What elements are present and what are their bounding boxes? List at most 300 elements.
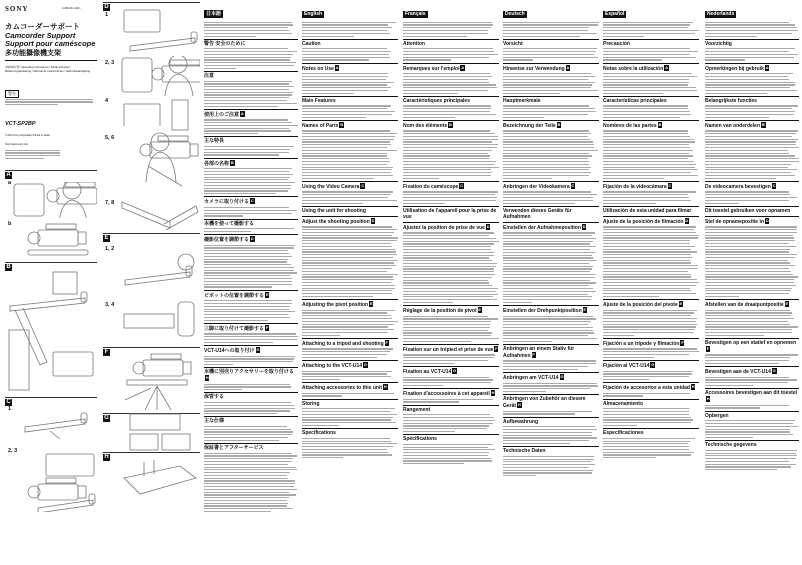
body-text-line (403, 335, 491, 336)
body-text-line (302, 105, 391, 106)
body-text-line (302, 348, 393, 349)
body-text-line (503, 147, 594, 148)
body-text-line (503, 169, 589, 170)
section-heading (302, 399, 398, 407)
section-heading (603, 206, 699, 214)
section-heading (503, 372, 599, 381)
body-text-line (204, 364, 233, 365)
body-text-line (503, 150, 598, 151)
body-text-line (403, 59, 451, 60)
body-text-line (204, 309, 289, 310)
body-text-line (603, 285, 696, 286)
body-text-line (403, 302, 453, 303)
body-text-line (302, 76, 388, 77)
body-text-line (204, 461, 292, 462)
section-heading-text: Rangement (403, 406, 431, 413)
body-text-line (302, 312, 387, 313)
body-text-line (503, 238, 596, 239)
body-text-line (204, 286, 272, 287)
figure-reference: G (772, 367, 776, 373)
body-text-line (204, 483, 295, 484)
vct-u14-illustration (120, 412, 200, 452)
body-text-line (503, 437, 597, 438)
body-text-line (204, 89, 289, 90)
body-text-line (302, 114, 392, 115)
body-text-line (302, 446, 393, 447)
body-text-line (204, 62, 296, 63)
body-text-line (204, 458, 293, 459)
body-text-line (204, 193, 276, 194)
body-text-line (403, 243, 494, 244)
section-heading-text: Fijación de la videocámara (603, 183, 667, 190)
body-text-line (204, 336, 298, 337)
body-text-line (705, 240, 795, 241)
section-heading (705, 63, 799, 72)
section-heading-text: Caution (302, 40, 321, 47)
figure-reference: E (369, 301, 373, 307)
body-text-line (603, 335, 634, 336)
section-heading-text: Notes on Use (302, 65, 334, 72)
body-text-line (705, 139, 798, 140)
body-text-line (403, 252, 494, 253)
body-text-line (204, 33, 292, 34)
body-text-line (204, 261, 287, 262)
body-text-line (403, 191, 498, 192)
body-text-line (503, 411, 592, 412)
body-text-line (603, 419, 693, 420)
body-text-line (204, 440, 279, 441)
body-text-line (705, 237, 794, 238)
figure-reference: G (560, 373, 564, 379)
adjust-step1-illustration (120, 8, 200, 53)
body-text-line (204, 300, 292, 301)
body-text-line (403, 417, 494, 418)
body-text-line (302, 414, 397, 415)
section-heading-text: Belangrijkste functies (705, 97, 757, 104)
section-heading-text: Opmerkingen bij gebruik (705, 65, 764, 72)
body-text-line (705, 324, 790, 325)
section-heading-text: Voorzichtig (705, 40, 732, 47)
body-text-line (302, 454, 392, 455)
brand-logo: SONY (5, 5, 29, 13)
body-text-line (204, 284, 292, 285)
body-text-line (302, 395, 342, 396)
body-text-line (603, 114, 691, 115)
body-text-line (603, 274, 691, 275)
body-text-line (603, 164, 696, 165)
body-text-line (705, 357, 790, 358)
body-text-line (403, 379, 493, 380)
section-heading-text: Names of Parts (302, 122, 339, 129)
body-text-line (204, 486, 294, 487)
body-text-line (503, 280, 590, 281)
figure-step-label: 1, 2 (105, 246, 115, 252)
body-text-line (503, 24, 598, 25)
body-text-line (705, 461, 789, 462)
body-text-line (403, 178, 439, 179)
section-heading-text: Almacenamiento (603, 400, 644, 407)
body-text-line (302, 393, 394, 394)
title-fr: Support pour caméscope (5, 39, 96, 48)
body-text-line (403, 285, 492, 286)
section-heading (302, 206, 398, 214)
body-text-line (603, 130, 688, 131)
section-heading-text: Einstellen der Aufnahmeposition (503, 224, 581, 231)
figure-reference: E (785, 301, 789, 307)
body-text-line (705, 141, 796, 142)
body-text-line (302, 150, 397, 151)
body-text-line (403, 246, 491, 247)
body-text-line (204, 472, 290, 473)
body-text-line (705, 90, 797, 91)
body-text-line (603, 22, 693, 23)
body-text-line (204, 190, 288, 191)
body-text-line (705, 59, 745, 60)
body-text-line (603, 408, 689, 409)
body-text-line (503, 467, 589, 468)
figure-c-label: C (6, 399, 11, 405)
body-text-line (204, 489, 297, 490)
body-text-line (204, 272, 297, 273)
body-text-line (204, 358, 294, 359)
figure-reference: C (668, 182, 672, 188)
body-text-line (603, 90, 697, 91)
figure-e-label: E (104, 235, 109, 241)
body-text-line (204, 480, 295, 481)
figure-reference: D (582, 223, 586, 229)
body-text-line (204, 500, 287, 501)
body-text-line (403, 79, 488, 80)
body-text-line (403, 84, 496, 85)
body-text-line (603, 73, 692, 74)
body-text-line (302, 203, 363, 204)
section-heading-text: Attaching accessories to this unit (302, 385, 383, 392)
body-text-line (204, 228, 294, 229)
body-text-line (403, 294, 498, 295)
body-text-line (403, 197, 497, 198)
body-text-line (403, 449, 495, 450)
figure-reference: C (571, 182, 575, 188)
figure-reference: G (651, 361, 655, 367)
body-text-line (403, 164, 494, 165)
section-heading-text: Réglage de la position de pivot (403, 308, 477, 315)
body-text-line (503, 296, 592, 297)
body-text-line (503, 360, 596, 361)
body-text-line (603, 48, 690, 49)
body-text-line (503, 161, 589, 162)
figure-a-label: A (6, 172, 11, 178)
section-heading (705, 206, 799, 214)
body-text-line (603, 139, 694, 140)
doc-number: 4-456-011-11(1) (62, 7, 81, 10)
body-text-line (603, 411, 689, 412)
section-heading-text: 保証書とアフターサービス (204, 445, 264, 451)
body-text-line (403, 357, 494, 358)
body-text-line (705, 161, 799, 162)
body-text-line (403, 282, 489, 283)
body-text-line (603, 351, 699, 352)
section-heading-text: De videocamera bevestigen (705, 183, 771, 190)
body-text-line (705, 117, 769, 118)
body-text-line (705, 84, 795, 85)
body-text-line (403, 458, 491, 459)
body-text-line (302, 425, 339, 426)
body-text-line (302, 422, 396, 423)
section-heading (503, 181, 599, 190)
section-heading-text: Technische Daten (503, 448, 546, 455)
body-text-line (503, 302, 532, 303)
body-text-line (503, 332, 594, 333)
body-text-line (403, 73, 490, 74)
body-text-line (302, 285, 395, 286)
body-text-line (302, 417, 393, 418)
body-text-line (302, 335, 340, 336)
figure-step-label: 2, 3 (8, 448, 18, 454)
section-heading-text: Technische gegevens (705, 442, 757, 449)
body-text-line (603, 312, 694, 313)
section-heading-text: Opbergen (705, 412, 729, 419)
body-text-line (204, 361, 293, 362)
body-text-line (204, 128, 289, 129)
body-text-line (603, 197, 689, 198)
body-text-line (403, 235, 489, 236)
body-text-line (204, 207, 289, 208)
title-zh: 多功能攝像機支架 (5, 50, 61, 57)
body-text-line (204, 100, 287, 101)
body-text-line (705, 354, 798, 355)
body-text-line (705, 282, 794, 283)
section-heading (603, 39, 699, 47)
body-text-line (503, 369, 578, 370)
section-heading-text: Dit toestel gebruiken voor opnamen (705, 207, 791, 214)
body-text-line (603, 136, 690, 137)
body-text-line (503, 475, 536, 476)
body-text-line (705, 453, 796, 454)
body-text-line (705, 423, 793, 424)
body-text-line (705, 315, 791, 316)
body-text-line (204, 250, 288, 251)
body-text-line (204, 24, 293, 25)
body-text-line (204, 306, 290, 307)
section-heading-text: Attaching to the VCT-U14 (302, 362, 363, 369)
body-text-line (705, 178, 776, 179)
body-text-line (503, 33, 597, 34)
figure-reference: D (250, 236, 254, 242)
body-text-line (204, 188, 291, 189)
figure-reference: C (460, 182, 463, 188)
body-text-line (705, 57, 794, 58)
shoulder-support-illustration (12, 182, 97, 218)
body-text-line (204, 469, 297, 470)
section-heading (302, 216, 398, 225)
section-heading-text: Utilización de esta unidad para filmar (603, 207, 692, 214)
body-text-line (204, 54, 293, 55)
body-text-line (705, 458, 796, 459)
section-heading (403, 344, 499, 353)
body-text-line (403, 341, 471, 342)
section-heading (503, 446, 599, 454)
camcorder-on-support-illustration (20, 222, 95, 258)
body-text-line (503, 232, 595, 233)
body-text-line (204, 437, 288, 438)
figure-reference: B (557, 121, 561, 127)
column-dutch (705, 2, 799, 472)
body-text-line (204, 455, 297, 456)
body-text-line (503, 274, 596, 275)
body-text-line (705, 329, 792, 330)
model-number: VCT-SP2BP (5, 121, 36, 127)
body-text-line (705, 48, 795, 49)
figure-reference: A (765, 64, 769, 70)
body-text-line (705, 169, 797, 170)
body-text-line (603, 452, 694, 453)
body-text-line (503, 341, 552, 342)
body-text-line (503, 464, 595, 465)
body-text-line (503, 435, 592, 436)
body-text-line (503, 48, 597, 49)
body-text-line (204, 168, 292, 169)
body-text-line (503, 133, 591, 134)
section-heading-text: 各部の名称 (204, 160, 230, 167)
body-text-line (705, 203, 739, 204)
body-text-line (603, 254, 691, 255)
body-text-line (204, 185, 291, 186)
body-text-line (603, 57, 696, 58)
body-text-line (705, 318, 794, 319)
body-text-line (503, 84, 592, 85)
figure-step-label: 5, 6 (105, 135, 115, 141)
body-text-line (705, 243, 789, 244)
body-text-line (302, 441, 391, 442)
body-text-line (204, 94, 292, 95)
section-heading (603, 96, 699, 104)
body-text-line (403, 452, 489, 453)
section-heading-text: 本機を使って撮影する (204, 220, 255, 227)
body-text-line (705, 167, 788, 168)
body-text-line (503, 54, 594, 55)
body-text-line (603, 357, 654, 358)
body-text-line (503, 105, 589, 106)
adjust-step4-illustration (120, 96, 200, 132)
pivot-step12-illustration (120, 252, 200, 292)
body-text-line (302, 147, 387, 148)
section-heading (603, 360, 699, 369)
body-text-line (503, 79, 588, 80)
body-text-line (705, 153, 789, 154)
body-text-line (204, 210, 297, 211)
body-text-line (603, 226, 696, 227)
section-heading (204, 136, 298, 144)
section-heading (705, 299, 799, 308)
section-heading (705, 388, 799, 403)
body-text-line (503, 144, 594, 145)
body-text-line (503, 108, 595, 109)
body-text-line (403, 48, 493, 49)
section-heading-text: 使用上のご注意 (204, 111, 240, 118)
body-text-line (403, 30, 488, 31)
section-heading (705, 181, 799, 190)
section-heading-text: Attention (403, 40, 425, 47)
body-text-line (204, 429, 291, 430)
body-text-line (403, 155, 490, 156)
body-text-line (403, 327, 490, 328)
body-text-line (705, 469, 777, 470)
body-text-line (204, 83, 289, 84)
body-text-line (403, 136, 498, 137)
body-text-line (603, 79, 689, 80)
section-heading-text: Nombres de las partes (603, 122, 657, 129)
body-text-line (302, 93, 354, 94)
body-text-line (302, 315, 391, 316)
body-text-line (503, 443, 570, 444)
body-text-line (705, 464, 796, 465)
section-heading-text: Accessoires bevestigen aan dit toestel (705, 390, 797, 397)
body-text-line (302, 235, 392, 236)
body-text-line (603, 153, 689, 154)
body-text-line (705, 254, 797, 255)
section-heading-text: 三脚に取り付けて撮影する (204, 325, 265, 332)
section-heading (302, 299, 398, 308)
body-text-line (204, 511, 271, 512)
section-heading (603, 63, 699, 72)
section-heading (403, 120, 499, 129)
body-text-line (503, 235, 592, 236)
body-text-line (705, 246, 796, 247)
body-text-line (302, 158, 389, 159)
body-text-line (204, 65, 294, 66)
body-text-line (603, 147, 690, 148)
section-heading (503, 344, 599, 359)
body-text-line (603, 296, 659, 297)
section-heading-text: Nom des éléments (403, 122, 448, 129)
body-text-line (403, 271, 494, 272)
body-text-line (204, 86, 294, 87)
figure-reference: E (265, 291, 269, 297)
body-text-line (403, 291, 496, 292)
body-text-line (503, 30, 588, 31)
body-text-line (302, 130, 390, 131)
section-heading-text: Especificaciones (603, 430, 644, 437)
body-text-line (503, 175, 589, 176)
section-heading (603, 382, 699, 391)
body-text-line (403, 280, 488, 281)
body-text-line (204, 152, 289, 153)
body-text-line (603, 161, 694, 162)
body-text-line (302, 279, 394, 280)
body-text-line (603, 87, 696, 88)
section-heading (603, 338, 699, 347)
sony-url[interactable]: http://www.sony.net/ (5, 143, 29, 146)
body-text-line (302, 457, 343, 458)
figure-reference: F (495, 345, 498, 351)
body-text-line (705, 321, 788, 322)
body-text-line (403, 257, 489, 258)
body-text-line (403, 150, 492, 151)
column-spanish (603, 2, 699, 460)
body-text-line (204, 320, 268, 321)
body-text-line (204, 103, 297, 104)
body-text-line (503, 178, 552, 179)
figure-reference: D (685, 217, 689, 223)
body-text-line (503, 241, 593, 242)
figure-reference: D (371, 217, 375, 223)
body-text-line (403, 175, 491, 176)
adjust-step56-illustration (120, 130, 200, 195)
body-text-line (302, 324, 394, 325)
section-heading (204, 219, 298, 227)
body-text-line (403, 354, 495, 355)
section-heading (204, 196, 298, 205)
